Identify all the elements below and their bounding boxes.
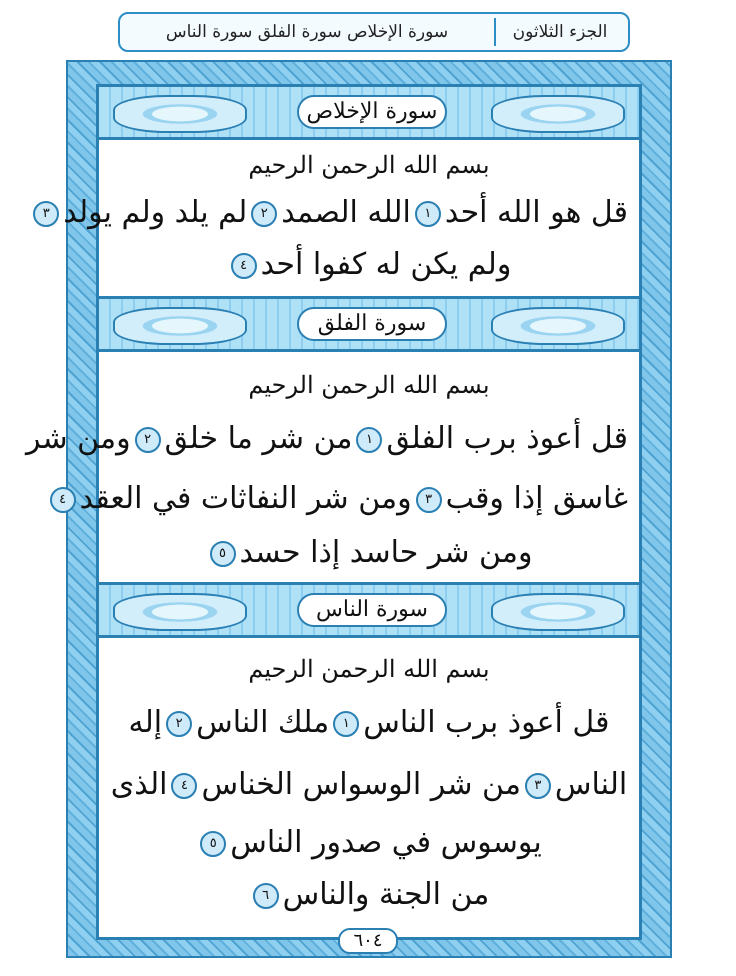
verse-text: الناس <box>554 767 628 802</box>
juz-label: الجزء الثلاثون <box>512 22 608 42</box>
surah-banner-ikhlas <box>96 84 642 140</box>
verse-text: من شر ما خلق <box>164 421 353 456</box>
verse-text: غاسق إذا وقب <box>445 481 628 516</box>
surah-banner-falaq <box>96 296 642 352</box>
verse-line <box>110 702 628 744</box>
ayah-number-marker: ٥ <box>210 541 236 567</box>
page-header <box>118 12 630 52</box>
verse-text: يوسوس في صدور الناس <box>230 825 542 860</box>
ayah-number-marker: ١ <box>333 711 359 737</box>
ayah-number-marker: ٥ <box>200 831 226 857</box>
verse-line <box>110 244 628 286</box>
verse-text: الله الصمد <box>281 195 411 230</box>
surah-banner-nas <box>96 582 642 638</box>
basmala: بسم الله الرحمن الرحيم <box>248 655 490 683</box>
ayah-number-marker: ٣ <box>416 487 442 513</box>
verse-text: ومن شر النفاثات في العقد <box>79 481 412 516</box>
verse-line <box>110 874 628 916</box>
verse-text: من الجنة والناس <box>282 877 490 912</box>
verse-text: لم يلد ولم يولد <box>63 195 248 230</box>
verse-line <box>42 192 628 234</box>
ayah-number-marker: ٢ <box>251 201 277 227</box>
ayah-number-marker: ٤ <box>231 253 257 279</box>
verse-line <box>25 418 628 460</box>
ayah-number-marker: ٤ <box>50 487 76 513</box>
basmala: بسم الله الرحمن الرحيم <box>248 151 490 179</box>
ayah-number-marker: ٦ <box>253 883 279 909</box>
verse-line <box>59 478 628 520</box>
verse-text: من شر الوسواس الخناس <box>201 767 521 802</box>
verse-text: الذى <box>110 767 168 802</box>
ayah-number-marker: ٤ <box>171 773 197 799</box>
surah-title: سورة الناس <box>297 593 447 627</box>
ayah-number-marker: ٢ <box>166 711 192 737</box>
ayah-number-marker: ٣ <box>525 773 551 799</box>
surah-title: سورة الفلق <box>297 307 447 341</box>
verse-text: قل أعوذ برب الفلق <box>386 421 628 456</box>
ayah-number-marker: ١ <box>415 201 441 227</box>
verse-text: ملك الناس <box>196 705 330 740</box>
verse-text: ومن شر حاسد إذا حسد <box>239 535 533 570</box>
verse-text: إله <box>128 705 163 740</box>
verse-line <box>110 764 628 806</box>
verse-text: قل هو الله أحد <box>444 195 628 230</box>
verse-line <box>110 822 628 864</box>
header-divider <box>494 18 496 46</box>
ayah-number-marker: ٣ <box>33 201 59 227</box>
surah-title: سورة الإخلاص <box>297 95 447 129</box>
verse-text: ومن شر <box>25 421 131 456</box>
page-number: ٦٠٤ <box>338 928 398 954</box>
header-surah-names: سورة الإخلاص سورة الفلق سورة الناس <box>165 22 449 42</box>
verse-text: ولم يكن له كفوا أحد <box>260 247 512 282</box>
ayah-number-marker: ١ <box>356 427 382 453</box>
ayah-number-marker: ٢ <box>135 427 161 453</box>
verse-text: قل أعوذ برب الناس <box>363 705 610 740</box>
verse-line <box>110 532 628 574</box>
basmala: بسم الله الرحمن الرحيم <box>248 371 490 399</box>
